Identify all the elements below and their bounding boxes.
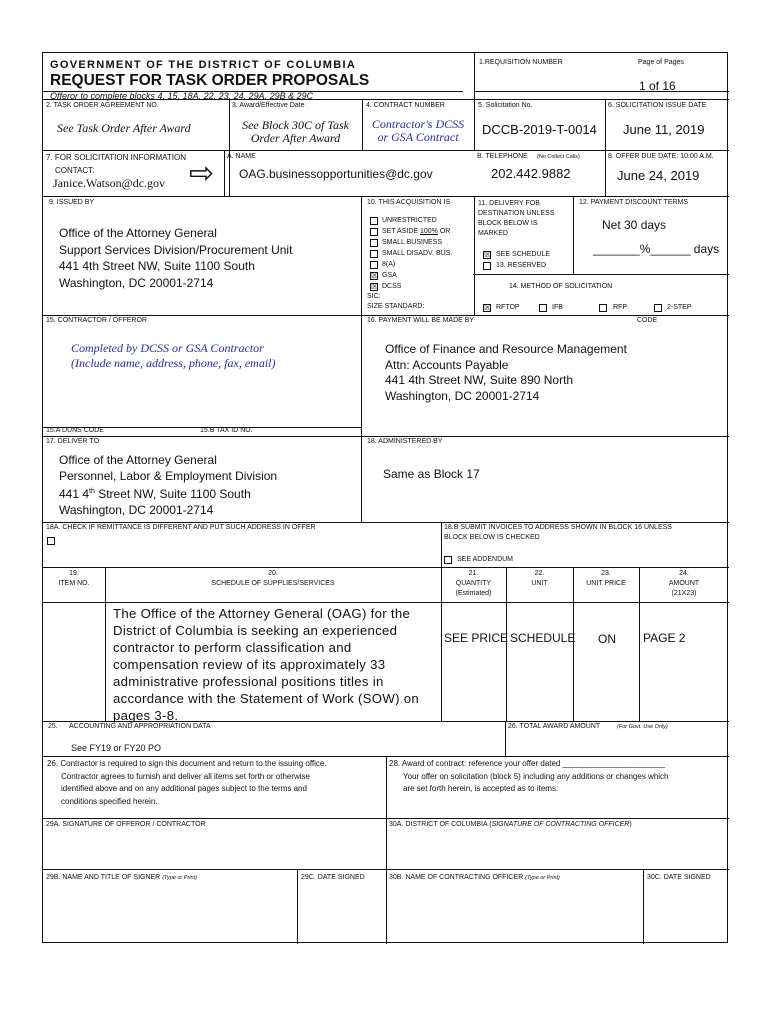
col-22-label: UNIT xyxy=(531,580,548,587)
rule xyxy=(43,522,729,523)
description-line: administrative professional positions titles in xyxy=(113,674,384,689)
description-line: compensation review of its approximately 33 xyxy=(113,657,386,672)
payment-address-line: Attn: Accounts Payable xyxy=(385,357,509,372)
rule xyxy=(361,196,362,522)
block-26-text xyxy=(47,758,327,808)
offer-due-date: June 24, 2019 xyxy=(617,168,700,183)
deliver-to-line: Washington, DC 20001-2714 xyxy=(59,502,214,517)
block-15-label: 15. CONTRACTOR / OFFEROR xyxy=(46,317,147,324)
schedule-text: SCHEDULE xyxy=(510,631,576,645)
deliver-to-line: Office of the Attorney General xyxy=(59,453,217,467)
size-standard-label: SIZE STANDARD: xyxy=(367,303,425,310)
block-28-text xyxy=(389,758,669,796)
col-19-number: 19. xyxy=(69,570,79,577)
telephone-label: B. TELEPHONE xyxy=(477,153,528,160)
solicitation-issue-date: June 11, 2019 xyxy=(623,122,705,137)
rule xyxy=(573,196,574,274)
block-3-value-line2: Order After Award xyxy=(250,131,341,145)
description-line: pages 3-8. xyxy=(113,708,179,723)
block-3-label: 3. Award/Effective Date xyxy=(232,102,305,109)
issued-by-line: Washington, DC 20001-2714 xyxy=(59,275,214,290)
deliver-to-street: Street NW, Suite 1100 South xyxy=(94,487,251,501)
ifb-checkbox[interactable] xyxy=(539,304,547,312)
rule xyxy=(475,91,729,92)
small-business-checkbox[interactable] xyxy=(370,239,378,247)
schedule-description xyxy=(113,605,419,724)
description-line: The Office of the Attorney General (OAG) for the xyxy=(113,606,411,621)
rule xyxy=(43,567,729,568)
see-schedule-label: SEE SCHEDULE xyxy=(496,251,551,258)
unrestricted-label: UNRESTRICTED xyxy=(382,217,437,224)
on-text: ON xyxy=(598,632,616,646)
block-30a-close: ) xyxy=(629,821,632,828)
payment-address xyxy=(385,342,627,404)
block-4-value-line1: Contractor's DCSS xyxy=(371,117,465,131)
rule xyxy=(297,869,298,944)
block-2-label: 2. TASK ORDER AGREEMENT NO. xyxy=(46,102,159,109)
block-30c-label: 30C. DATE SIGNED xyxy=(647,874,711,881)
block-26-line: Contractor agrees to furnish and deliver all items set forth or otherwise xyxy=(61,771,311,781)
block-4-label: 4. CONTRACT NUMBER xyxy=(366,102,445,109)
block-12-label: 12. PAYMENT DISCOUNT TERMS xyxy=(579,199,689,206)
block-2-value: See Task Order After Award xyxy=(57,121,191,135)
payment-terms-value: Net 30 days xyxy=(602,218,667,232)
block-17-label: 17. DELIVER TO xyxy=(46,438,100,445)
block-28-line: are set forth herein, is accepted as to items: xyxy=(403,784,559,793)
rfp-checkbox[interactable] xyxy=(599,304,607,312)
block-29c-label: 29C. DATE SIGNED xyxy=(301,874,365,881)
deliver-to-line xyxy=(59,484,277,503)
col-24-sublabel: (21X23) xyxy=(671,590,697,597)
name-value: OAG.businessopportunities@dc.gov xyxy=(239,167,433,181)
page-value: 1 of 16 xyxy=(639,79,676,93)
col-21-sublabel: (Estimated) xyxy=(455,590,492,597)
block-30b-label xyxy=(389,874,560,882)
set-aside-percent: 100% xyxy=(420,228,438,235)
col-19-label: ITEM NO. xyxy=(58,580,90,587)
block-8-label: 8. OFFER DUE DATE: 10:00 A.M. xyxy=(608,153,714,160)
contact-label: CONTACT: xyxy=(55,166,95,175)
agency-heading: GOVERNMENT OF THE DISTRICT OF COLUMBIA xyxy=(50,59,357,71)
deliver-to-address xyxy=(59,453,277,518)
small-business-label: SMALL BUSINESS xyxy=(382,239,443,246)
ifb-label: IFB xyxy=(552,304,563,311)
dcss-label: DCSS xyxy=(382,283,402,290)
reserved-checkbox[interactable] xyxy=(483,262,491,270)
rule xyxy=(43,315,729,316)
set-aside-text: SET ASIDE xyxy=(382,228,420,235)
telephone-value: 202.442.9882 xyxy=(491,166,571,181)
discount-days-blank: _______%______ days xyxy=(593,242,720,256)
offeror-instruction: Offeror to complete blocks 4, 15, 18A, 22, 23, 24, 29A, 29B & 29C xyxy=(50,91,314,101)
set-aside-checkbox[interactable] xyxy=(370,228,378,236)
deliver-to-street-number: 441 4 xyxy=(59,487,90,501)
col-20-number: 20. xyxy=(268,570,278,577)
col-21-number: 21. xyxy=(468,570,479,577)
reserved-label: 13. RESERVED xyxy=(496,262,547,269)
block-28-line: 28. Award of contract: reference your offer dated _______________________ xyxy=(389,759,665,768)
block-25-number: 25. xyxy=(48,723,58,730)
block-26-line: 26. Contractor is required to sign this document and return to the issuing office. xyxy=(47,759,327,768)
block-4-value-line2: or GSA Contract xyxy=(377,130,459,144)
block-11-line: DESTINATION UNLESS xyxy=(478,210,555,217)
contractor-instruction-line1: Completed by DCSS or GSA Contractor xyxy=(71,341,264,355)
administered-by-value: Same as Block 17 xyxy=(383,467,480,481)
block-25-label: ACCOUNTING AND APPROPRIATION DATA xyxy=(69,723,211,730)
two-step-label: 2-STEP xyxy=(667,304,692,311)
deliver-to-line: Personnel, Labor & Employment Division xyxy=(59,468,278,483)
sic-label: SIC: xyxy=(367,293,381,300)
rule xyxy=(474,196,475,315)
payment-address-line: Office of Finance and Resource Management xyxy=(385,342,627,356)
block-18b-label-line2: BLOCK BELOW IS CHECKED xyxy=(444,534,540,541)
see-addendum-checkbox[interactable] xyxy=(444,556,452,564)
solicitation-number: DCCB-2019-T-0014 xyxy=(482,122,597,137)
rule xyxy=(229,99,230,196)
col-24-label: AMOUNT xyxy=(668,580,700,587)
rule xyxy=(43,436,729,437)
name-label: A. NAME xyxy=(227,153,256,160)
small-disadvantaged-label: SMALL DISADV. BUS. xyxy=(382,250,453,257)
rftop-checkbox[interactable]: ☒ xyxy=(484,303,492,312)
rule xyxy=(474,53,475,150)
duns-code-label: 15.A DUNS CODE xyxy=(46,427,104,434)
issued-by-line: Support Services Division/Procurement Unit xyxy=(59,242,293,257)
block-11-label xyxy=(478,199,555,239)
rule xyxy=(643,869,644,944)
block-18a-label: 18A. CHECK IF REMITTANCE IS DIFFERENT AND PUT SUCH ADDRESS IN OFFER xyxy=(46,524,316,531)
block-28-line: Your offer on solicitation (block 5) including any additions or changes which xyxy=(403,771,669,781)
block-29b-label xyxy=(46,874,197,882)
block-11-line: BLOCK BELOW IS xyxy=(478,220,538,227)
code-label: CODE xyxy=(637,317,658,324)
block-5-label: 5. Solicitation No. xyxy=(478,102,533,109)
block-10-label: 10. THIS ACQUISITION IS xyxy=(367,199,451,206)
description-line: accordance with the Statement of Work (SOW) on xyxy=(113,691,419,706)
total-award-label: 26. TOTAL AWARD AMOUNT xyxy=(508,723,601,730)
issued-by-line: 441 4th Street NW, Suite 1100 South xyxy=(59,259,255,273)
issued-by-address xyxy=(59,225,292,291)
requisition-number-label: 1.REQUISITION NUMBER xyxy=(479,59,563,66)
block-11-line: 11. DELIVERY FOB xyxy=(478,200,540,207)
payment-address-line: Washington, DC 20001-2714 xyxy=(385,388,540,403)
block-16-label: 16. PAYMENT WILL BE MADE BY xyxy=(367,317,475,324)
block-30a-text: 30A. DISTRICT OF COLUMBIA ( xyxy=(389,821,492,828)
task-order-form xyxy=(42,52,728,943)
form-title: REQUEST FOR TASK ORDER PROPOSALS xyxy=(50,72,370,89)
col-21-label: QUANTITY xyxy=(455,580,492,587)
issued-by-line: Office of the Attorney General xyxy=(59,226,217,240)
arrow-right-icon: ⇨ xyxy=(189,157,215,190)
two-step-checkbox[interactable] xyxy=(654,304,662,312)
rfp-label: RFP xyxy=(613,304,627,311)
block-29a-label: 29A. SIGNATURE OF OFFEROR / CONTRACTOR xyxy=(46,821,206,828)
rule xyxy=(43,150,729,151)
rule xyxy=(43,602,729,603)
block-29b-text: 29B. NAME AND TITLE OF SIGNER xyxy=(46,874,161,881)
block-26-line: identified above and on any additional pages subject to the terms and xyxy=(61,784,307,793)
total-award-note: (For Govt. Use Only) xyxy=(617,724,668,730)
rule xyxy=(43,196,729,197)
block-18b-label-line1: 18.B SUBMIT INVOICES TO ADDRESS SHOWN IN BLOCK 16 UNLESS xyxy=(444,524,672,531)
block-14-label: 14. METHOD OF SOLICITATION xyxy=(509,283,613,290)
block-9-label: 9. ISSUED BY xyxy=(49,199,95,206)
deliver-to-street-suffix: th xyxy=(89,488,95,495)
block-30a-label xyxy=(389,821,632,829)
page-label: Page of Pages xyxy=(638,59,684,66)
block-18-label: 18. ADMINISTERED BY xyxy=(367,438,443,445)
accounting-data-value: See FY19 or FY20 PO xyxy=(71,743,162,753)
block-26-line: conditions specified herein. xyxy=(61,796,158,806)
set-aside-or: OR xyxy=(437,228,451,235)
telephone-note: (No Collect Calls) xyxy=(537,154,580,160)
rftop-label: RFTOP xyxy=(496,304,520,311)
col-20-label: SCHEDULE OF SUPPLIES/SERVICES xyxy=(211,580,335,587)
set-aside-label xyxy=(382,228,450,236)
block-30a-italic: SIGNATURE OF CONTRACTING OFFICER xyxy=(491,821,630,828)
contractor-instruction-line2: (Include name, address, phone, fax, email) xyxy=(71,356,276,370)
page-2-text: PAGE 2 xyxy=(643,631,686,645)
description-line: District of Columbia is seeking an experienced xyxy=(113,623,398,638)
block-30b-note: (Type or Print) xyxy=(525,875,560,881)
gsa-checkbox[interactable]: ☒ xyxy=(371,271,379,280)
8a-label: 8(A) xyxy=(382,261,396,268)
col-24-number: 24. xyxy=(679,570,689,577)
remittance-checkbox[interactable] xyxy=(47,537,55,545)
gsa-label: GSA xyxy=(382,272,397,279)
rule xyxy=(605,99,606,196)
8a-checkbox[interactable] xyxy=(370,261,378,269)
block-30b-text: 30B. NAME OF CONTRACTING OFFICER xyxy=(389,874,524,881)
contact-email: Janice.Watson@dc.gov xyxy=(53,176,166,190)
block-11-line: MARKED xyxy=(478,230,508,237)
col-23-label: UNIT PRICE xyxy=(586,580,626,587)
see-price-text: SEE PRICE xyxy=(444,631,509,645)
rule xyxy=(505,721,506,756)
col-22-number: 22. xyxy=(534,570,545,577)
block-7-label: 7. FOR SOLICITATION INFORMATION xyxy=(46,153,187,162)
dcss-checkbox[interactable]: ☒ xyxy=(371,282,379,291)
rule xyxy=(386,756,387,944)
block-6-label: 6. SOLICITATION ISSUE DATE xyxy=(608,102,707,109)
payment-address-line: 441 4th Street NW, Suite 890 North xyxy=(385,373,574,387)
description-line: contractor to perform classification and xyxy=(113,640,352,655)
rule xyxy=(105,567,106,721)
block-29b-note: (Type or Print) xyxy=(162,875,197,881)
see-schedule-checkbox[interactable]: ☒ xyxy=(484,250,492,259)
rule xyxy=(224,150,225,196)
small-disadvantaged-checkbox[interactable] xyxy=(370,250,378,258)
see-addendum-label: SEE ADDENDUM xyxy=(457,556,514,563)
rule xyxy=(473,274,729,275)
block-3-value-line1: See Block 30C of Task xyxy=(242,118,349,132)
col-23-number: 23. xyxy=(601,570,611,577)
unrestricted-checkbox[interactable] xyxy=(370,217,378,225)
tax-id-label: 15.B TAX ID NO. xyxy=(200,427,253,434)
